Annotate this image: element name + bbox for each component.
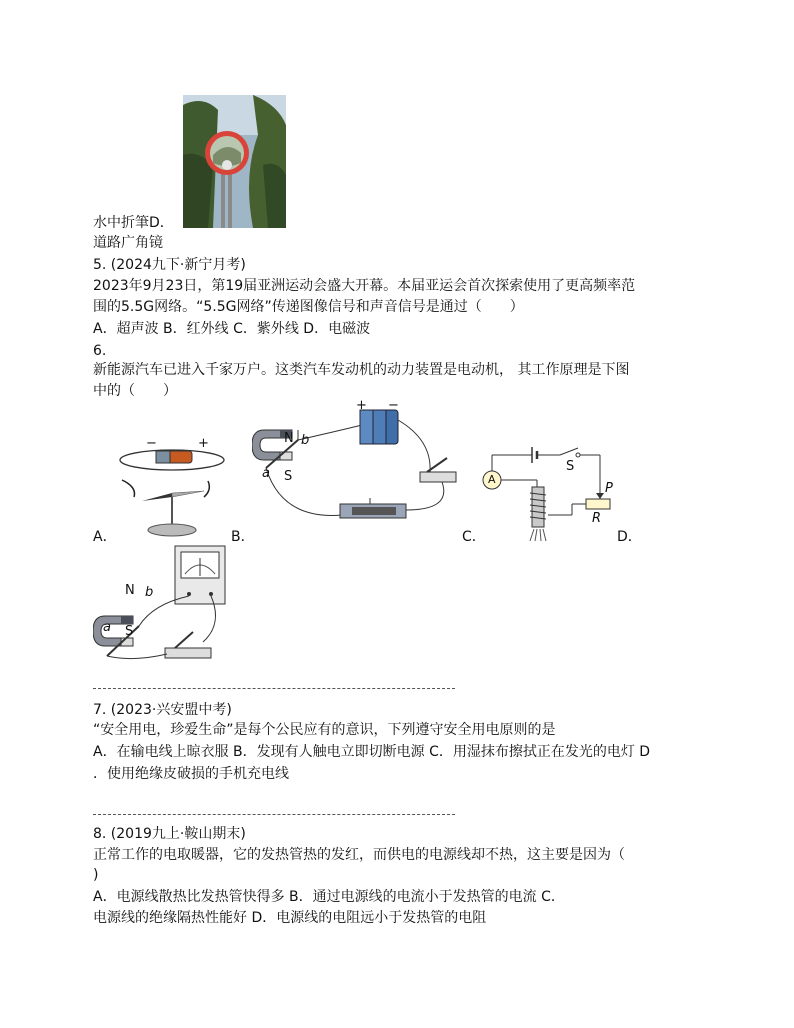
figure-c-electromagnet: [482, 445, 612, 545]
fig-b-b: b: [301, 433, 310, 448]
q8-options-line2: 电源线的绝缘隔热性能好 D．电源线的电阻远小于发热管的电阻: [93, 910, 487, 926]
fig-b-n: N: [284, 431, 294, 446]
q6-stem-line1: 新能源汽车已进入千家万户。这类汽车发动机的动力装置是电动机， 其工作原理是下图: [93, 362, 630, 378]
q5-stem-line2: 围的5.5G网络。“5.5G网络”传递图像信号和声音信号是通过（ ）: [93, 299, 524, 315]
q6-label-a: A．: [93, 529, 117, 545]
q5-number: 5. (2024九下·新宁月考): [93, 257, 246, 273]
fig-a-plus: +: [198, 436, 209, 451]
fig-b-plus: +: [356, 398, 367, 413]
fig-d-a: a: [103, 620, 111, 635]
figure-b-motor-principle: [252, 400, 464, 535]
q4-option-c-tail: 水中折筆D．: [93, 215, 174, 231]
wide-angle-mirror-photo: [183, 95, 286, 228]
q7-stem: “安全用电，珍爱生命”是每个公民应有的意识，下列遵守安全用电原则的是: [93, 722, 556, 738]
separator-line: [93, 814, 455, 815]
figure-a-oersted: [112, 435, 232, 540]
q7-options-line2: ．使用绝缘皮破损的手机充电线: [93, 766, 289, 782]
fig-d-b: b: [145, 585, 154, 600]
q8-stem-line1: 正常工作的电取暖器，它的发热管热的发红，而供电的电源线却不热，这主要是因为（: [93, 847, 625, 863]
fig-d-s: S: [125, 624, 134, 639]
q5-options: A．超声波 B．红外线 C．紫外线 D．电磁波: [93, 321, 371, 337]
q8-options-line1: A．电源线散热比发热管快得多 B．通过电源线的电流小于发热管的电流 C．: [93, 889, 565, 905]
q6-label-b: B．: [231, 529, 255, 545]
fig-b-s: S: [284, 469, 293, 484]
q4-option-d-text: 道路广角镜: [93, 235, 163, 251]
q6-label-c: C．: [462, 529, 486, 545]
q5-stem-line1: 2023年9月23日，第19届亚洲运动会盛大开幕。本届亚运会首次探索使用了更高频率范: [93, 278, 636, 294]
q6-stem-line2: 中的（ ）: [93, 383, 177, 399]
q8-stem-line2: ): [93, 867, 99, 883]
figure-d-induction: [93, 544, 243, 662]
fig-c-r: R: [592, 511, 602, 526]
separator-line: [93, 688, 455, 689]
fig-b-a: a: [262, 466, 270, 481]
fig-b-minus: −: [388, 398, 399, 413]
fig-d-n: N: [125, 583, 135, 598]
fig-c-ammeter: A: [488, 473, 496, 486]
fig-c-p: P: [605, 481, 613, 496]
q7-number: 7. (2023·兴安盟中考): [93, 702, 232, 718]
q6-number: 6.: [93, 343, 107, 359]
q7-options-line1: A．在输电线上晾衣服 B．发现有人触电立即切断电源 C．用湿抹布擦拭正在发光的电灯 D: [93, 744, 651, 760]
fig-c-switch: S: [566, 459, 575, 474]
q8-number: 8. (2019九上·鞍山期末): [93, 826, 246, 842]
fig-a-minus: −: [146, 436, 157, 451]
q6-label-d: D．: [617, 529, 642, 545]
